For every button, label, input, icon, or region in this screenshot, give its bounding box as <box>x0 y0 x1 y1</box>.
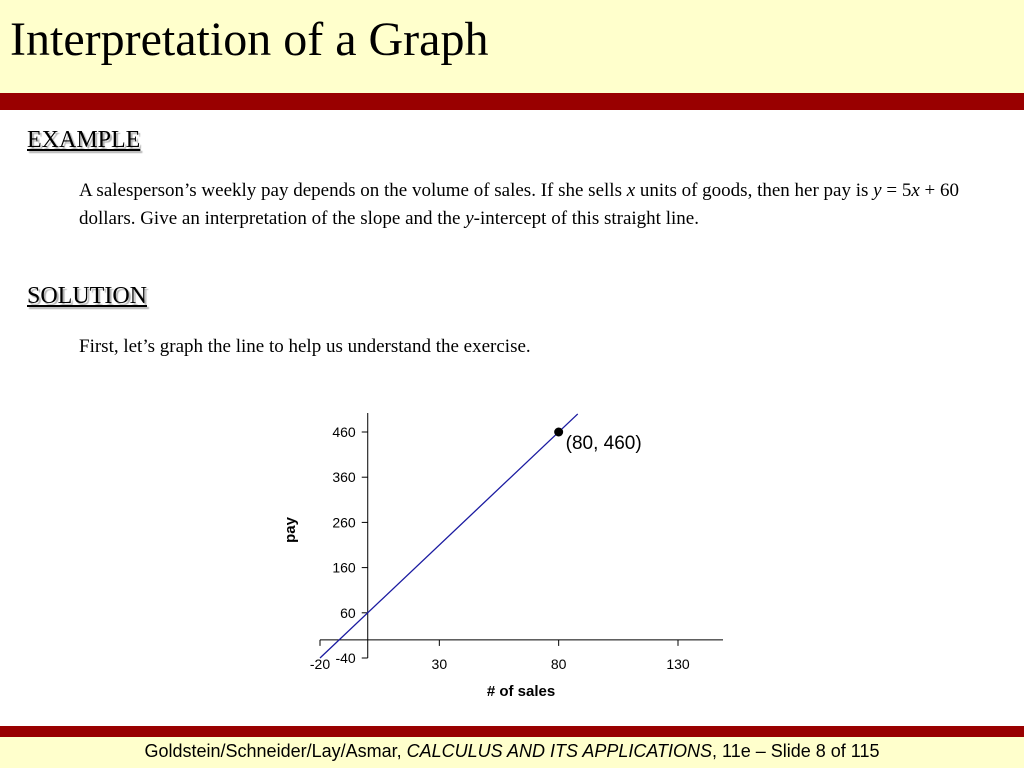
line-chart <box>270 405 740 710</box>
y-tick-label: 360 <box>332 469 356 486</box>
example-text-part: -intercept of this straight line. <box>473 207 699 229</box>
example-text-part: = 5 <box>881 180 912 201</box>
variable-x: x <box>911 180 920 201</box>
footer-book-title: CALCULUS AND ITS APPLICATIONS <box>406 741 713 761</box>
y-tick-label: 460 <box>332 424 356 440</box>
footer-rule <box>0 726 1024 737</box>
series-line <box>320 414 578 658</box>
point-label: (80, 460) <box>565 433 642 454</box>
solution-heading: SOLUTION <box>27 283 147 309</box>
variable-x: x <box>626 180 636 201</box>
example-text-part: + 60 dollars. Give an interpretation of the slope and the <box>79 180 959 229</box>
x-tick-label: -20 <box>309 656 331 672</box>
x-axis-label: # of sales <box>486 683 556 700</box>
slide-title: Interpretation of a Graph <box>10 13 489 66</box>
variable-y: y <box>873 180 882 201</box>
footer-authors: Goldstein/Schneider/Lay/Asmar, <box>144 741 407 761</box>
x-tick-label: 130 <box>666 656 690 672</box>
x-tick-label: 30 <box>431 656 448 672</box>
footer-slide-info: , 11e – Slide 8 of 115 <box>712 741 880 761</box>
solution-text: First, let’s graph the line to help us understand the exercise. <box>79 336 531 357</box>
y-tick-label: -40 <box>335 650 356 666</box>
y-tick-label: 260 <box>332 514 356 531</box>
title-rule <box>0 93 1024 110</box>
x-tick-label: 80 <box>550 656 567 672</box>
example-text-part: units of goods, then her pay is <box>635 180 874 201</box>
y-tick-label: 160 <box>332 559 356 576</box>
data-point <box>554 428 563 437</box>
y-tick-label: 60 <box>340 604 356 621</box>
footer-citation <box>0 741 1024 762</box>
variable-y: y <box>465 207 474 229</box>
example-text-part: A salesperson’s weekly pay depends on the volume of sales. If she sells <box>79 180 627 201</box>
y-axis-label: pay <box>282 517 299 543</box>
example-heading: EXAMPLE <box>27 127 141 153</box>
example-text <box>79 177 959 232</box>
